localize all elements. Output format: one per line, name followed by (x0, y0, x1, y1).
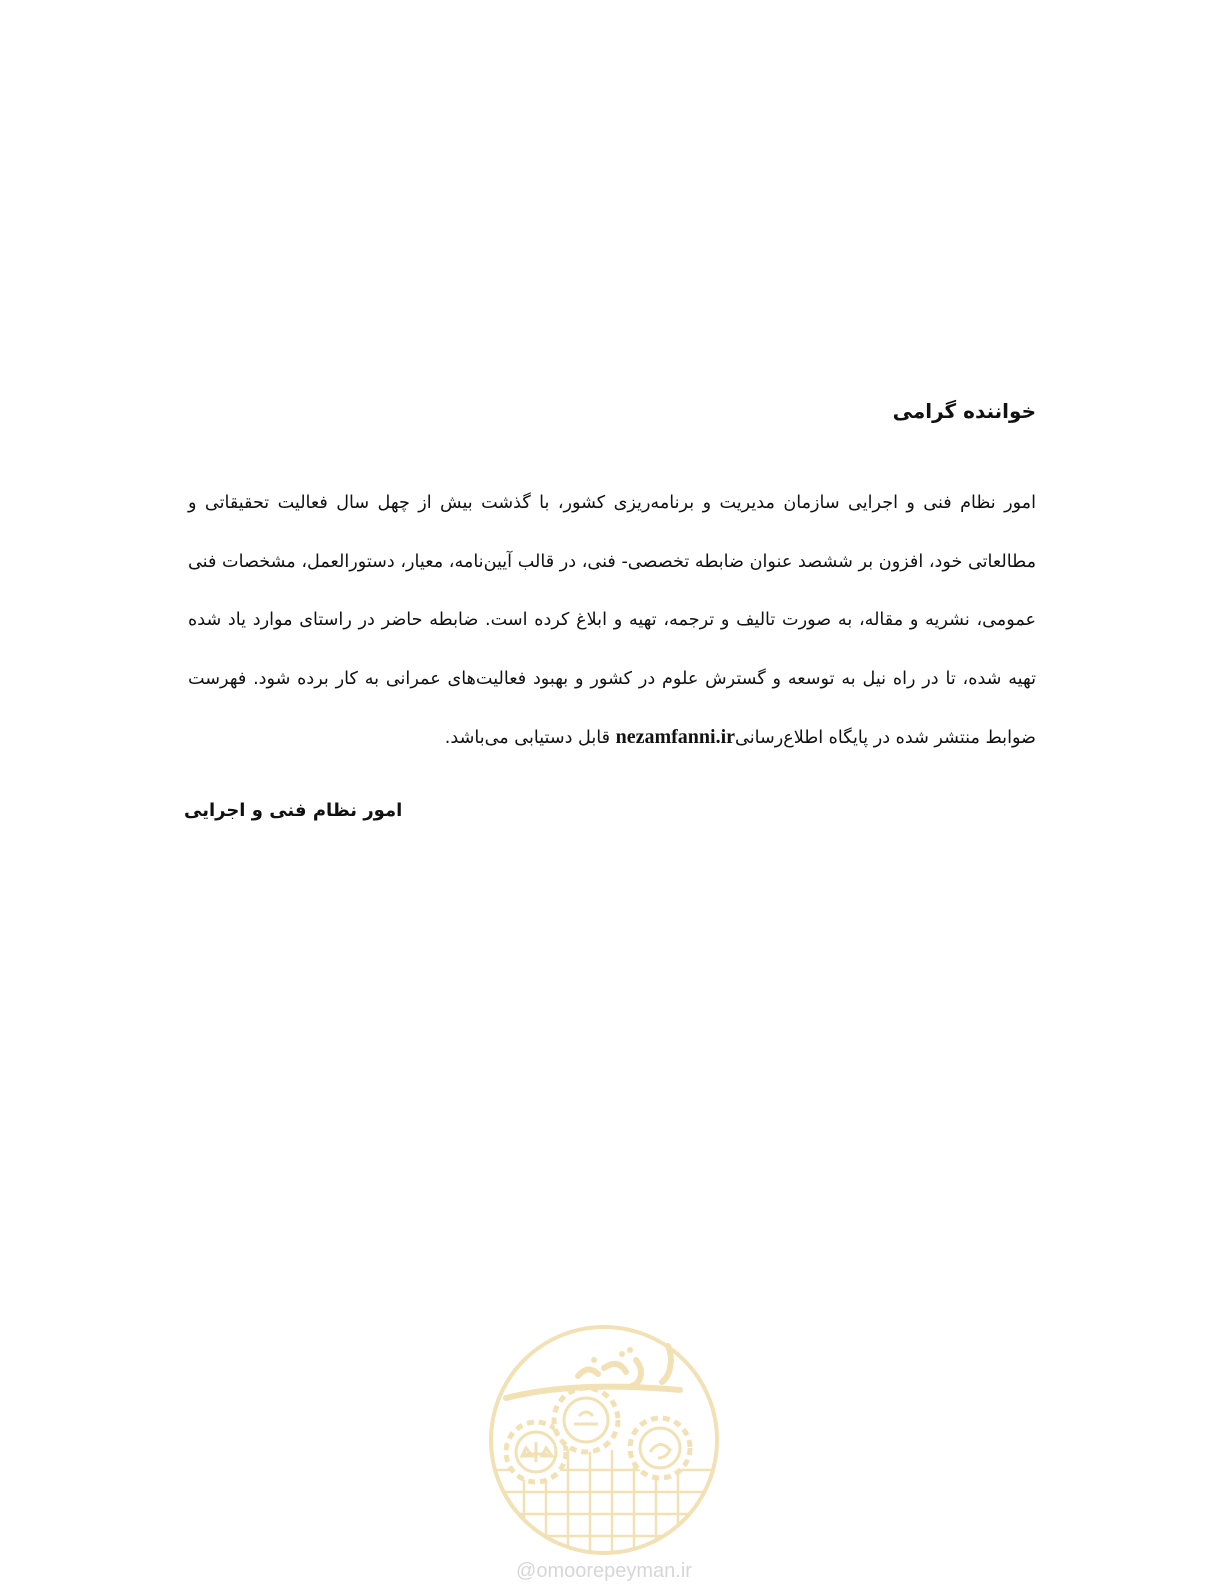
watermark-logo (484, 1320, 724, 1584)
omoorepeyman-logo-icon (484, 1320, 724, 1560)
paragraph-text-end: قابل دستیابی می‌باشد. (444, 728, 616, 748)
paragraph-text: امور نظام فنی و اجرایی سازمان مدیریت و برنامه‌ریزی کشور، با گذشت بیش از چهل سال فعالیت تحقیقاتی و مطالعاتی خود، افزون بر ششصد عنوان ضابطه تخصصی- فنی، در قالب آیین‌نامه، معیار، دستورالعمل، مشخصات فنی عمومی، نشریه و مقاله، به صورت تالیف و ترجمه، تهیه و ابلاغ کرده است. ضابطه حاضر در راستای موارد یاد شده تهیه شده، تا در راه نیل به توسعه و گسترش علوم در کشور و بهبود فعالیت‌های عمرانی به کار برده شود. فهرست ضوابط منتشر شده در پایگاه اطلاع‌رسانی (188, 493, 1036, 748)
watermark-text: @omoorepeyman.ir (516, 1560, 692, 1582)
intro-paragraph (188, 474, 1036, 768)
signature: امور نظام فنی و اجرایی (184, 800, 403, 821)
website-link[interactable]: nezamfanni.ir (615, 726, 736, 748)
greeting-heading: خواننده گرامی (892, 399, 1036, 423)
